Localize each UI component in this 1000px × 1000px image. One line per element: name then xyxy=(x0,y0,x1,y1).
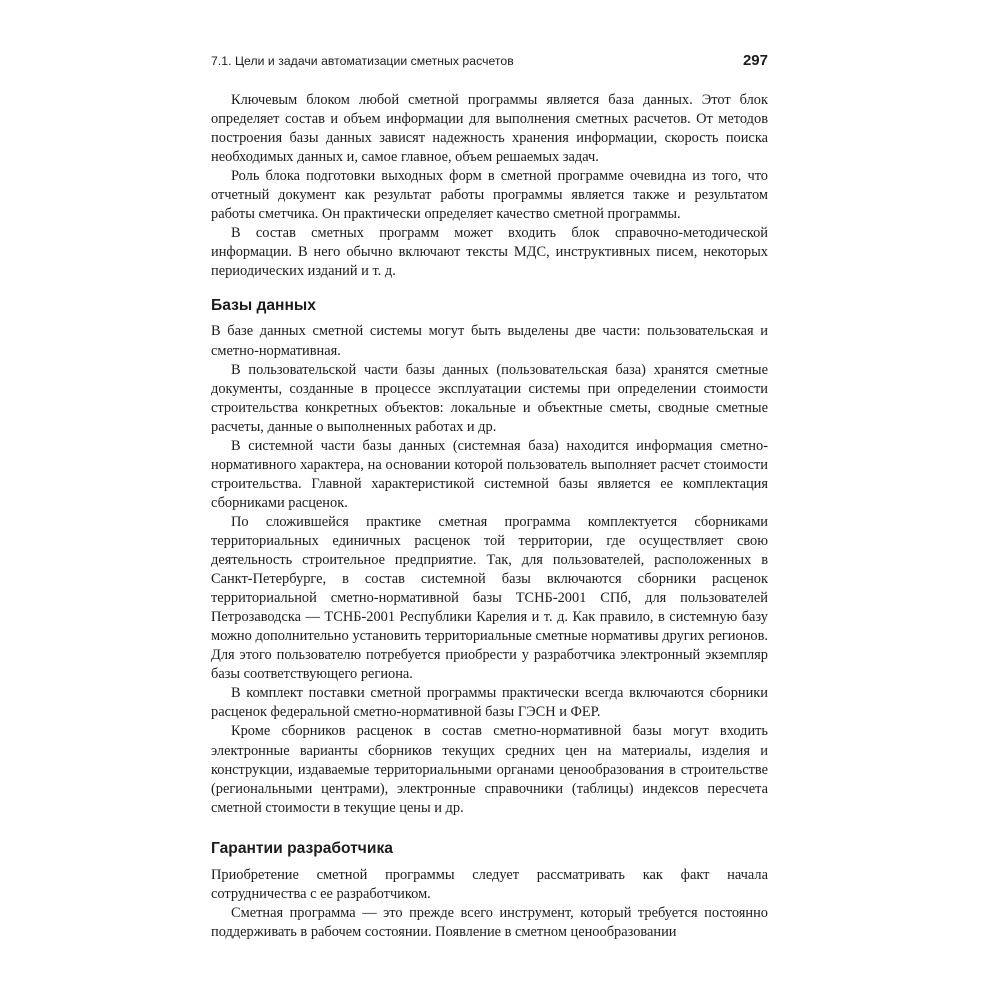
book-page xyxy=(211,52,768,942)
paragraph: В пользовательской части базы данных (пользовательская база) хранятся сметные документы, созданные в процессе эксплуатации системы при определении стоимости строительства конкретных объектов: локальные и объектные сметы, сводные сметные расчеты, данные о выполненных работах и др. xyxy=(211,361,768,435)
developer-section xyxy=(211,839,768,942)
paragraph: В системной части базы данных (системная база) находится информация сметно-нормативного характера, на основании которой пользователь выполняет расчет стоимости строительства. Главной характеристикой системной базы является ее комплектация сборниками расценок. xyxy=(211,437,768,511)
page-number: 297 xyxy=(742,52,768,69)
paragraph: В базе данных сметной системы могут быть выделены две части: пользовательская и сметно-нормативная. xyxy=(211,323,768,359)
paragraph: Кроме сборников расценок в состав сметно-нормативной базы могут входить электронные варианты сборников текущих средних цен на материалы, изделия и конструкции, издаваемые территориальными органами ценообразования в строительстве (региональными центрами), электронные справочники (таблицы) индексов пересчета сметной стоимости в текущие цены и др. xyxy=(211,723,768,816)
running-title: 7.1. Цели и задачи автоматизации сметных расчетов xyxy=(211,54,514,68)
paragraph: Сметная программа — это прежде всего инструмент, который требуется постоянно поддерживать в рабочем состоянии. Появление в сметном ценообразовании xyxy=(211,904,768,940)
paragraph: В состав сметных программ может входить блок справочно-методической информации. В него обычно включают тексты МДС, инструктивных писем, некоторых периодических изданий и т. д. xyxy=(211,225,768,280)
paragraph: Приобретение сметной программы следует рассматривать как факт начала сотрудничества с ее разработчиком. xyxy=(211,866,768,902)
databases-section xyxy=(211,296,768,817)
running-header xyxy=(211,52,768,74)
intro-section xyxy=(211,91,768,281)
section-heading-developer: Гарантии разработчика xyxy=(211,839,393,857)
paragraph: Ключевым блоком любой сметной программы является база данных. Этот блок определяет состав и объем информации для выполнения сметных расчетов. От методов построения базы данных зависят надежность хранения информации, скорость поиска необходимых данных и, самое главное, объем решаемых задач. xyxy=(211,92,768,166)
paragraph: По сложившейся практике сметная программа комплектуется сборниками территориальных единичных расценок той территории, где осуществляет свою деятельность строительное предприятие. Так, для пользователей, расположенных в Санкт-Петербурге, в состав системной базы включаются сборники расценок территориальной сметно-нормативной базы ТСНБ-2001 СПб, для пользователей Петрозаводска — ТСНБ-2001 Республики Карелия и т. д. Как правило, в системную базу можно дополнительно установить территориальные сметные нормативы других регионов. Для этого пользователю потребуется приобрести у разработчика электронный экземпляр базы соответствующего региона. xyxy=(211,513,768,683)
section-heading-databases: Базы данных xyxy=(211,297,316,315)
paragraph: В комплект поставки сметной программы практически всегда включаются сборники расценок федеральной сметно-нормативной базы ГЭСН и ФЕР. xyxy=(211,685,768,721)
paragraph: Роль блока подготовки выходных форм в сметной программе очевидна из того, что отчетный документ как результат работы программы является также и результатом работы сметчика. Он практически определяет качество сметной программы. xyxy=(211,168,768,223)
